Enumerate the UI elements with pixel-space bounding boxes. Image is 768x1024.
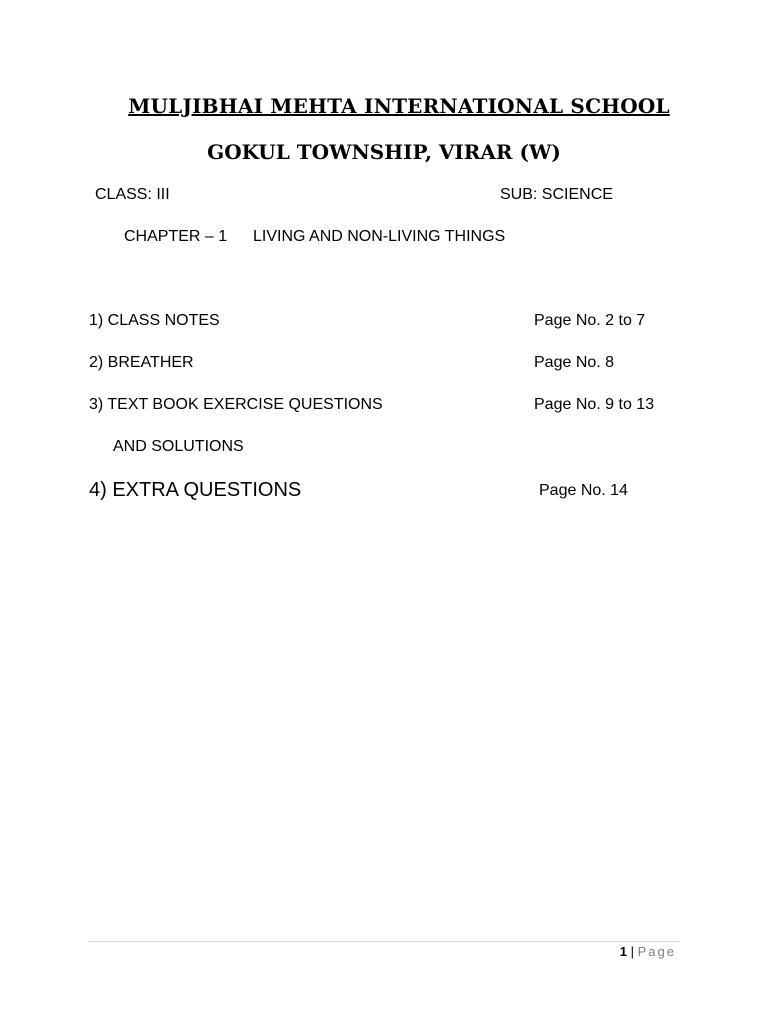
contents-item-4: 4) EXTRA QUESTIONS [89, 479, 302, 501]
contents-pages-2: Page No. 8 [534, 354, 615, 371]
class-label: CLASS: III [95, 186, 170, 203]
contents-item-1: 1) CLASS NOTES [89, 312, 220, 329]
contents-item-3-continued: AND SOLUTIONS [113, 438, 244, 455]
chapter-title: LIVING AND NON-LIVING THINGS [253, 228, 506, 245]
contents-item-2: 2) BREATHER [89, 354, 194, 371]
subject-label: SUB: SCIENCE [500, 186, 613, 203]
contents-pages-1: Page No. 2 to 7 [534, 312, 646, 329]
page-word: Page [637, 944, 676, 959]
page-number: 1 [619, 944, 627, 959]
school-name: MULJIBHAI MEHTA INTERNATIONAL SCHOOL [128, 94, 670, 118]
footer-divider [88, 941, 680, 942]
school-address: GOKUL TOWNSHIP, VIRAR (W) [207, 140, 561, 164]
contents-item-3: 3) TEXT BOOK EXERCISE QUESTIONS [89, 396, 383, 413]
page-footer [620, 944, 676, 959]
contents-pages-4: Page No. 14 [539, 482, 628, 499]
footer-separator: | [630, 944, 634, 959]
chapter-label: CHAPTER – 1 [124, 228, 228, 245]
contents-pages-3: Page No. 9 to 13 [534, 396, 655, 413]
